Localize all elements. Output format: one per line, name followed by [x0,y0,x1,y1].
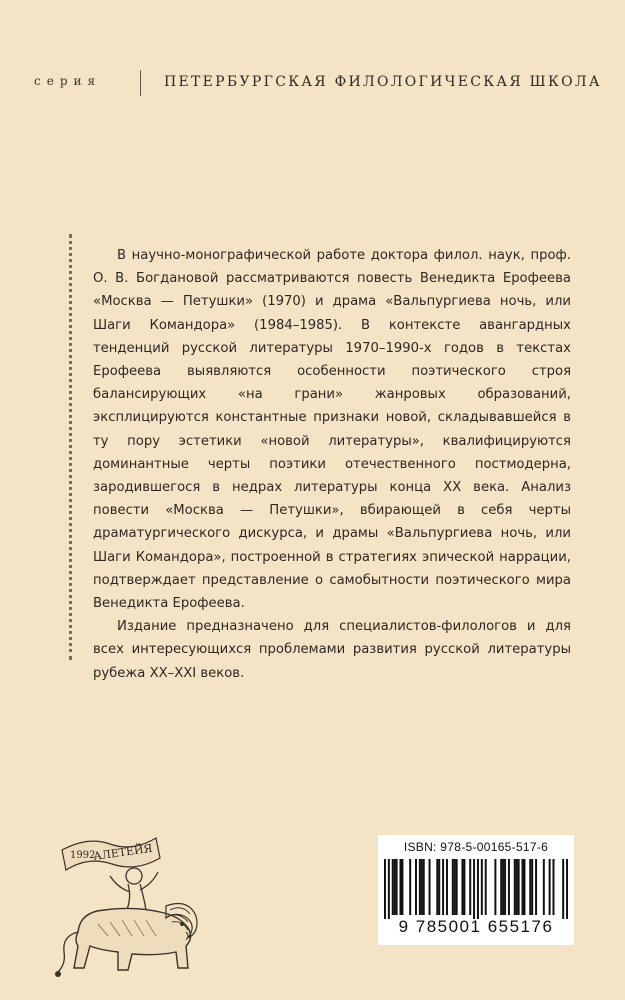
barcode-bar [522,859,524,915]
barcode-bar [553,859,555,915]
barcode-bar [415,859,417,915]
barcode-bar [508,859,510,915]
barcode-bar [436,859,438,915]
barcode-bar [423,859,425,915]
barcode-bar [481,859,483,915]
barcode-bar [477,859,479,919]
barcode-bar [384,859,386,919]
barcode-bar [504,859,506,915]
barcode-bar [549,859,551,915]
barcode-bar [514,859,516,915]
barcode-bar [535,859,537,915]
barcode-bar [469,859,471,915]
barcode-bar [523,859,525,915]
isbn-label: ISBN: 978-5-00165-517-6 [403,840,549,854]
series-title: ПЕТЕРБУРГСКАЯ ФИЛОЛОГИЧЕСКАЯ ШКОЛА [164,74,602,90]
barcode-bar [409,859,411,915]
barcode-bar [421,859,423,915]
barcode-bar [454,859,456,915]
barcode-bar [494,859,496,915]
isbn-barcode [378,835,574,945]
series-label: серия [34,74,102,88]
logo-year: 1992 [70,850,96,861]
barcode-bar [399,859,401,915]
barcode-bar [485,859,487,915]
series-header [0,70,625,100]
barcode-bar [438,859,440,915]
barcode-bar [394,859,396,915]
barcode-bar [419,859,421,915]
barcode-bar [463,859,465,915]
barcode-bar [429,859,431,915]
annotation-text [93,244,571,685]
dotted-rule [69,234,72,660]
barcode-digits: 9 785001 655176 [398,917,554,936]
logo-name: АЛЕТЕЙЯ [92,841,154,863]
barcode-bar [543,859,545,915]
lion-rider-emblem [48,828,208,983]
barcode-bar [396,859,398,915]
barcode-bar [502,859,504,915]
annotation-paragraph-1: В научно-монографической работе доктора филол. наук, проф. О. В. Богдановой рассматриваются повесть Венедикта Ерофеева «Москва — Петушки» (1970) и драма «Вальпургиева ночь, или Шаги Командора» (1984–1985). В контексте авангардных тенденций русской литературы 1970–1990-х годов в текстах Ерофеева выявляются особенности поэтического строя балансирующих «на грани» жанровых образований, эксплицируются константные признаки новой, складывавшейся в ту пору эстетики «новой литературы», квалифицируются доминантные черты поэтики отечественного постмодерна, зародившегося в недрах литературы конца XX века. Анализ повести «Москва — Петушки», вбирающей в себя черты драматургического дискурса, и драмы «Вальпургиева ночь, или Шаги Командора», построенной в стратегиях эпической наррации, подтверждает представление о самобытности поэтического мира Венедикта Ерофеева. [93,248,571,612]
barcode-bars [384,859,568,919]
barcode-bar [531,859,533,915]
series-divider [140,70,141,96]
barcode-bar [452,859,454,915]
barcode-bar [461,859,463,915]
barcode-bar [518,859,520,915]
barcode-bar [529,859,531,915]
barcode-bar [473,859,475,919]
annotation-paragraph-2: Издание предназначено для специалистов-филологов и для всех интересующихся проблемами развития русской литературы рубежа XX–XXI веков. [93,619,571,681]
barcode-bar [446,859,448,915]
barcode-bar [500,859,502,915]
barcode-bar [566,859,568,919]
barcode-bar [562,859,564,919]
barcode-bar [456,859,458,915]
publisher-logo [48,828,208,983]
barcode-bar [388,859,390,919]
barcode-bar [516,859,518,915]
barcode-bar [392,859,394,915]
barcode-bar [401,859,403,915]
barcode-bar [442,859,444,915]
